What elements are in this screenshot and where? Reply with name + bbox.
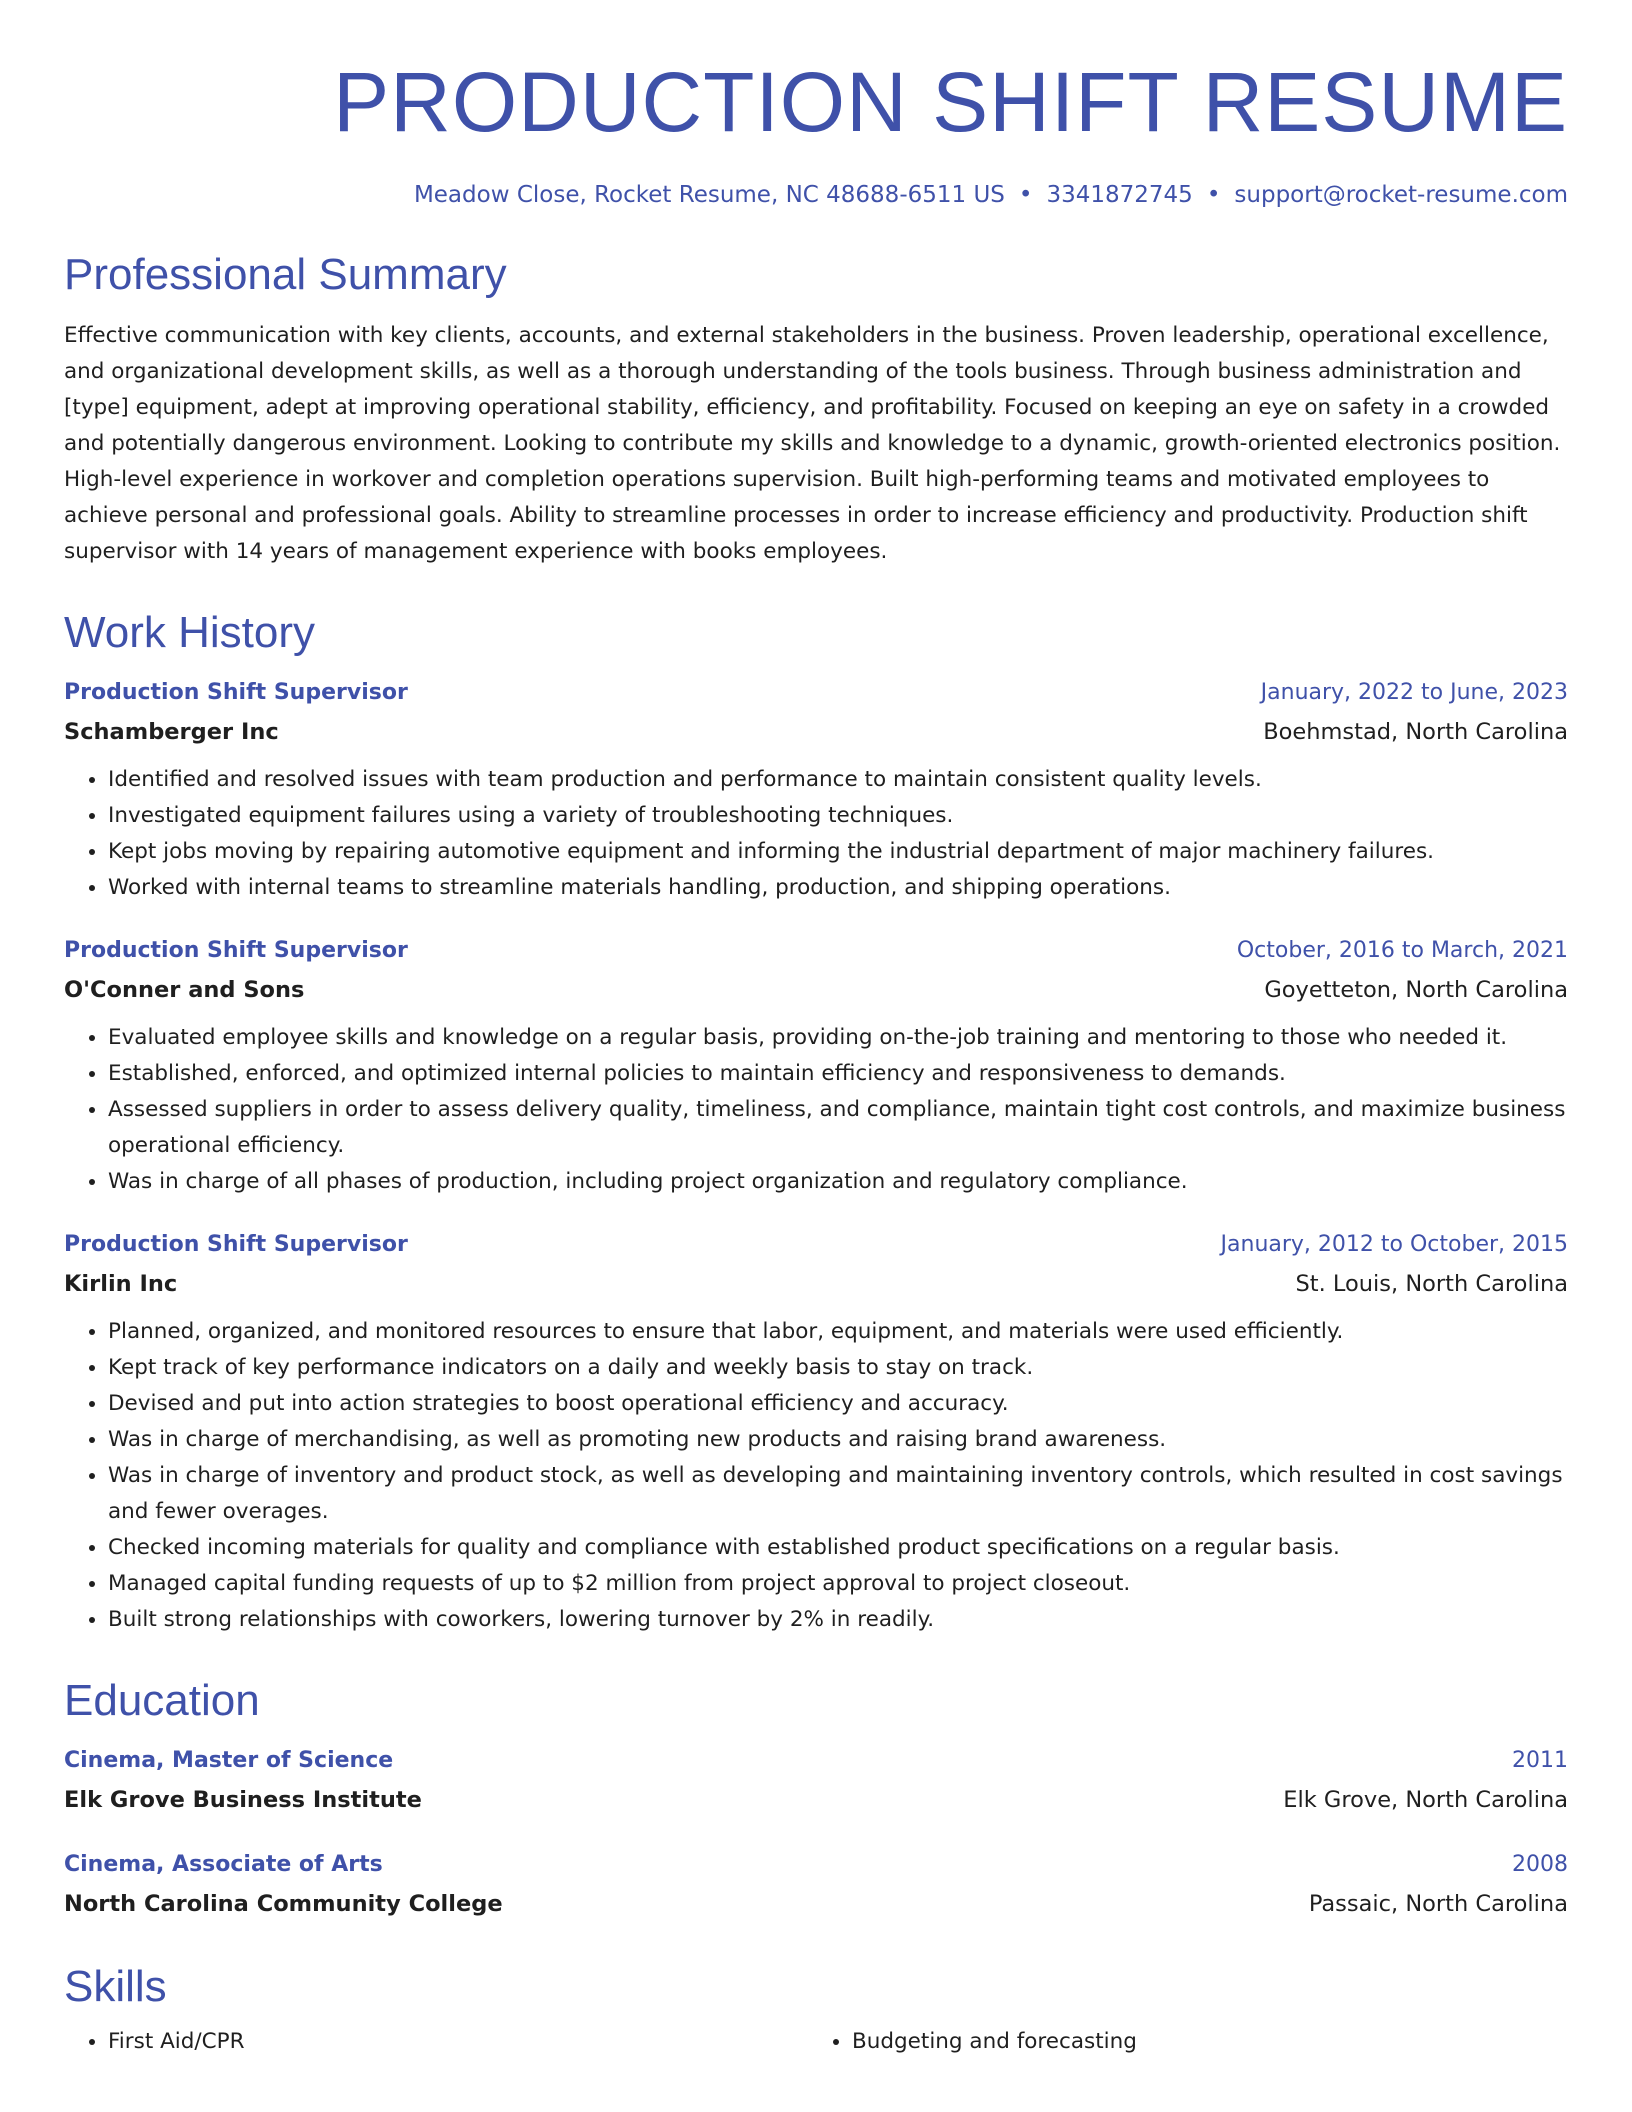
skills-list [64,2024,1568,2060]
bullet-separator-icon: • [1018,182,1033,208]
school-location: Elk Grove, North Carolina [1283,1787,1568,1813]
skills-column [64,2024,808,2060]
address-text: Meadow Close, Rocket Resume, NC 48688-6511 US [413,182,1005,208]
job-bullets [64,1314,1568,1638]
education-entry [64,1846,1568,1924]
job-bullet: • Checked incoming materials for quality and compliance with established product specifications on a regular basis. [108,1530,1568,1566]
education-heading: Education [64,1676,260,1725]
school-name: North Carolina Community College [64,1891,503,1917]
company-name: Schamberger Inc [64,719,279,745]
job-bullet: • Was in charge of all phases of production, including project organization and regulatory compliance. [108,1164,1568,1200]
company-name: Kirlin Inc [64,1271,178,1297]
school-location: Passaic, North Carolina [1308,1891,1568,1917]
job-bullet: • Built strong relationships with coworkers, lowering turnover by 2% in readily. [108,1602,1568,1638]
job-title: Production Shift Supervisor [64,680,408,705]
job-dates: January, 2012 to October, 2015 [1220,1232,1568,1257]
job-bullet: • Assessed suppliers in order to assess delivery quality, timeliness, and compliance, maintain tight cost controls, and maximize business operational efficiency. [108,1092,1568,1164]
job-title: Production Shift Supervisor [64,938,408,963]
degree-name: Cinema, Master of Science [64,1748,394,1773]
job-bullet: • Was in charge of inventory and product stock, as well as developing and maintaining inventory controls, which resulted in cost savings and fewer overages. [108,1458,1568,1530]
document-title: PRODUCTION SHIFT RESUME [333,55,1568,149]
job-entry [64,1226,1568,1638]
phone-text: 3341872745 [1046,182,1193,208]
degree-name: Cinema, Associate of Arts [64,1852,383,1877]
job-bullet: • Was in charge of merchandising, as well as promoting new products and raising brand awareness. [108,1422,1568,1458]
job-bullet: • Evaluated employee skills and knowledge on a regular basis, providing on-the-job training and mentoring to those who needed it. [108,1020,1568,1056]
job-bullet: • Devised and put into action strategies to boost operational efficiency and accuracy. [108,1386,1568,1422]
job-location: Goyetteton, North Carolina [1264,977,1568,1003]
job-bullet: • Identified and resolved issues with team production and performance to maintain consistent quality levels. [108,762,1568,798]
resume-page [64,52,1568,2060]
job-bullets [64,762,1568,906]
skills-heading: Skills [64,1962,167,2011]
skills-column [808,2024,1552,2060]
job-dates: January, 2022 to June, 2023 [1260,680,1568,705]
job-bullet: • Kept track of key performance indicators on a daily and weekly basis to stay on track. [108,1350,1568,1386]
job-entry [64,674,1568,906]
company-name: O'Conner and Sons [64,977,305,1003]
job-dates: October, 2016 to March, 2021 [1236,938,1568,963]
school-name: Elk Grove Business Institute [64,1787,422,1813]
bullet-separator-icon: • [1206,182,1221,208]
job-bullet: • Worked with internal teams to streamline materials handling, production, and shipping operations. [108,870,1568,906]
summary-heading: Professional Summary [64,250,507,299]
job-bullets [64,1020,1568,1200]
job-bullet: • Managed capital funding requests of up to $2 million from project approval to project closeout. [108,1566,1568,1602]
skill-item: • Budgeting and forecasting [852,2024,1552,2060]
job-title: Production Shift Supervisor [64,1232,408,1257]
graduation-year: 2008 [1512,1852,1568,1877]
job-bullet: • Planned, organized, and monitored resources to ensure that labor, equipment, and materials were used efficiently. [108,1314,1568,1350]
contact-line [64,178,1568,212]
work-history-heading: Work History [64,608,315,657]
job-location: St. Louis, North Carolina [1295,1271,1568,1297]
job-entry [64,932,1568,1200]
summary-text: Effective communication with key clients, accounts, and external stakeholders in the business. Proven leadership, operational excellence, and organizational development skills, as well as a thorough understanding of the tools business. Through business administration and [type] equipment, adept at improving operational stability, efficiency, and profitability. Focused on keeping an eye on safety in a crowded and potentially dangerous environment. Looking to contribute my skills and knowledge to a dynamic, growth-oriented electronics position. High-level experience in workover and completion operations supervision. Built high-performing teams and motivated employees to achieve personal and professional goals. Ability to streamline processes in order to increase efficiency and productivity. Production shift supervisor with 14 years of management experience with books employees. [64,323,1561,564]
job-location: Boehmstad, North Carolina [1263,719,1568,745]
skill-item: • First Aid/CPR [108,2024,808,2060]
education-entry [64,1742,1568,1820]
email-link[interactable]: support@rocket-resume.com [1234,182,1568,208]
job-bullet: • Kept jobs moving by repairing automotive equipment and informing the industrial department of major machinery failures. [108,834,1568,870]
job-bullet: • Investigated equipment failures using a variety of troubleshooting techniques. [108,798,1568,834]
job-bullet: • Established, enforced, and optimized internal policies to maintain efficiency and responsiveness to demands. [108,1056,1568,1092]
graduation-year: 2011 [1512,1748,1568,1773]
